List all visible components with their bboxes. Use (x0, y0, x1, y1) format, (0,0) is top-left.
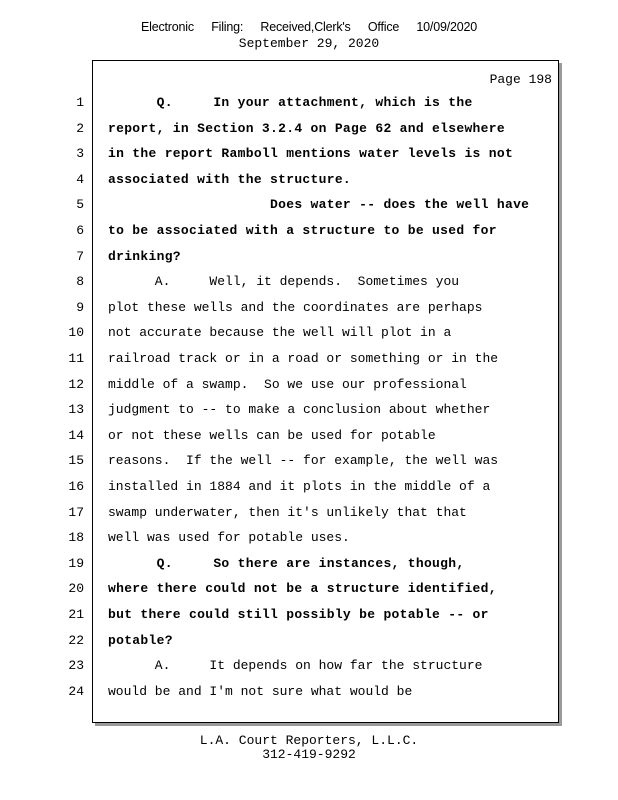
transcript-line: would be and I'm not sure what would be (108, 684, 413, 699)
line-number: 24 (68, 684, 84, 699)
line-number: 2 (76, 121, 84, 136)
line-number: 12 (68, 377, 84, 392)
line-number: 18 (68, 530, 84, 545)
line-number: 10 (68, 325, 84, 340)
transcript-line: associated with the structure. (108, 172, 352, 187)
transcript-line: not accurate because the well will plot in a (108, 325, 452, 340)
line-number: 22 (68, 633, 84, 648)
transcript-line: but there could still possibly be potable -- or (108, 607, 489, 622)
line-number: 17 (68, 505, 84, 520)
page-number: Page 198 (489, 72, 552, 87)
transcript-line: A. It depends on how far the structure (108, 658, 483, 673)
transcript-line: Q. In your attachment, which is the (108, 95, 473, 110)
transcript-line: drinking? (108, 249, 181, 264)
line-number: 15 (68, 453, 84, 468)
transcript-line: plot these wells and the coordinates are perhaps (108, 300, 483, 315)
line-number: 19 (68, 556, 84, 571)
line-number: 20 (68, 581, 84, 596)
filing-word: 10/09/2020 (416, 20, 477, 34)
line-number: 6 (76, 223, 84, 238)
transcript-line: judgment to -- to make a conclusion about whether (108, 402, 491, 417)
transcript-line: Q. So there are instances, though, (108, 556, 465, 571)
transcript-line: where there could not be a structure identified, (108, 581, 497, 596)
transcript-line: well was used for potable uses. (108, 530, 350, 545)
filing-word: Received,Clerk's (260, 20, 351, 34)
transcript-date: September 29, 2020 (238, 36, 380, 51)
line-number: 4 (76, 172, 84, 187)
transcript-line: Does water -- does the well have (108, 197, 530, 212)
transcript-line: swamp underwater, then it's unlikely that that (108, 505, 467, 520)
transcript-line: report, in Section 3.2.4 on Page 62 and elsewhere (108, 121, 505, 136)
transcript-line: installed in 1884 and it plots in the middle of a (108, 479, 491, 494)
line-number: 14 (68, 428, 84, 443)
filing-stamp (0, 20, 618, 34)
transcript-line: A. Well, it depends. Sometimes you (108, 274, 460, 289)
line-number: 23 (68, 658, 84, 673)
line-number: 1 (76, 95, 84, 110)
transcript-line: reasons. If the well -- for example, the well was (108, 453, 499, 468)
transcript-line: or not these wells can be used for potable (108, 428, 436, 443)
line-number: 11 (68, 351, 84, 366)
line-number: 16 (68, 479, 84, 494)
transcript-line: potable? (108, 633, 173, 648)
line-number: 8 (76, 274, 84, 289)
filing-word: Filing: (211, 20, 244, 34)
transcript-line: in the report Ramboll mentions water levels is not (108, 146, 514, 161)
line-number: 13 (68, 402, 84, 417)
footer-phone: 312-419-9292 (262, 747, 356, 762)
line-number: 21 (68, 607, 84, 622)
line-number: 5 (76, 197, 84, 212)
filing-word: Electronic (141, 20, 194, 34)
line-number: 3 (76, 146, 84, 161)
transcript-line: middle of a swamp. So we use our professional (108, 377, 467, 392)
line-number: 7 (76, 249, 84, 264)
filing-word: Office (367, 20, 400, 34)
footer-company: L.A. Court Reporters, L.L.C. (199, 733, 419, 748)
transcript-line: railroad track or in a road or something or in the (108, 351, 499, 366)
transcript-line: to be associated with a structure to be used for (108, 223, 497, 238)
line-number: 9 (76, 300, 84, 315)
